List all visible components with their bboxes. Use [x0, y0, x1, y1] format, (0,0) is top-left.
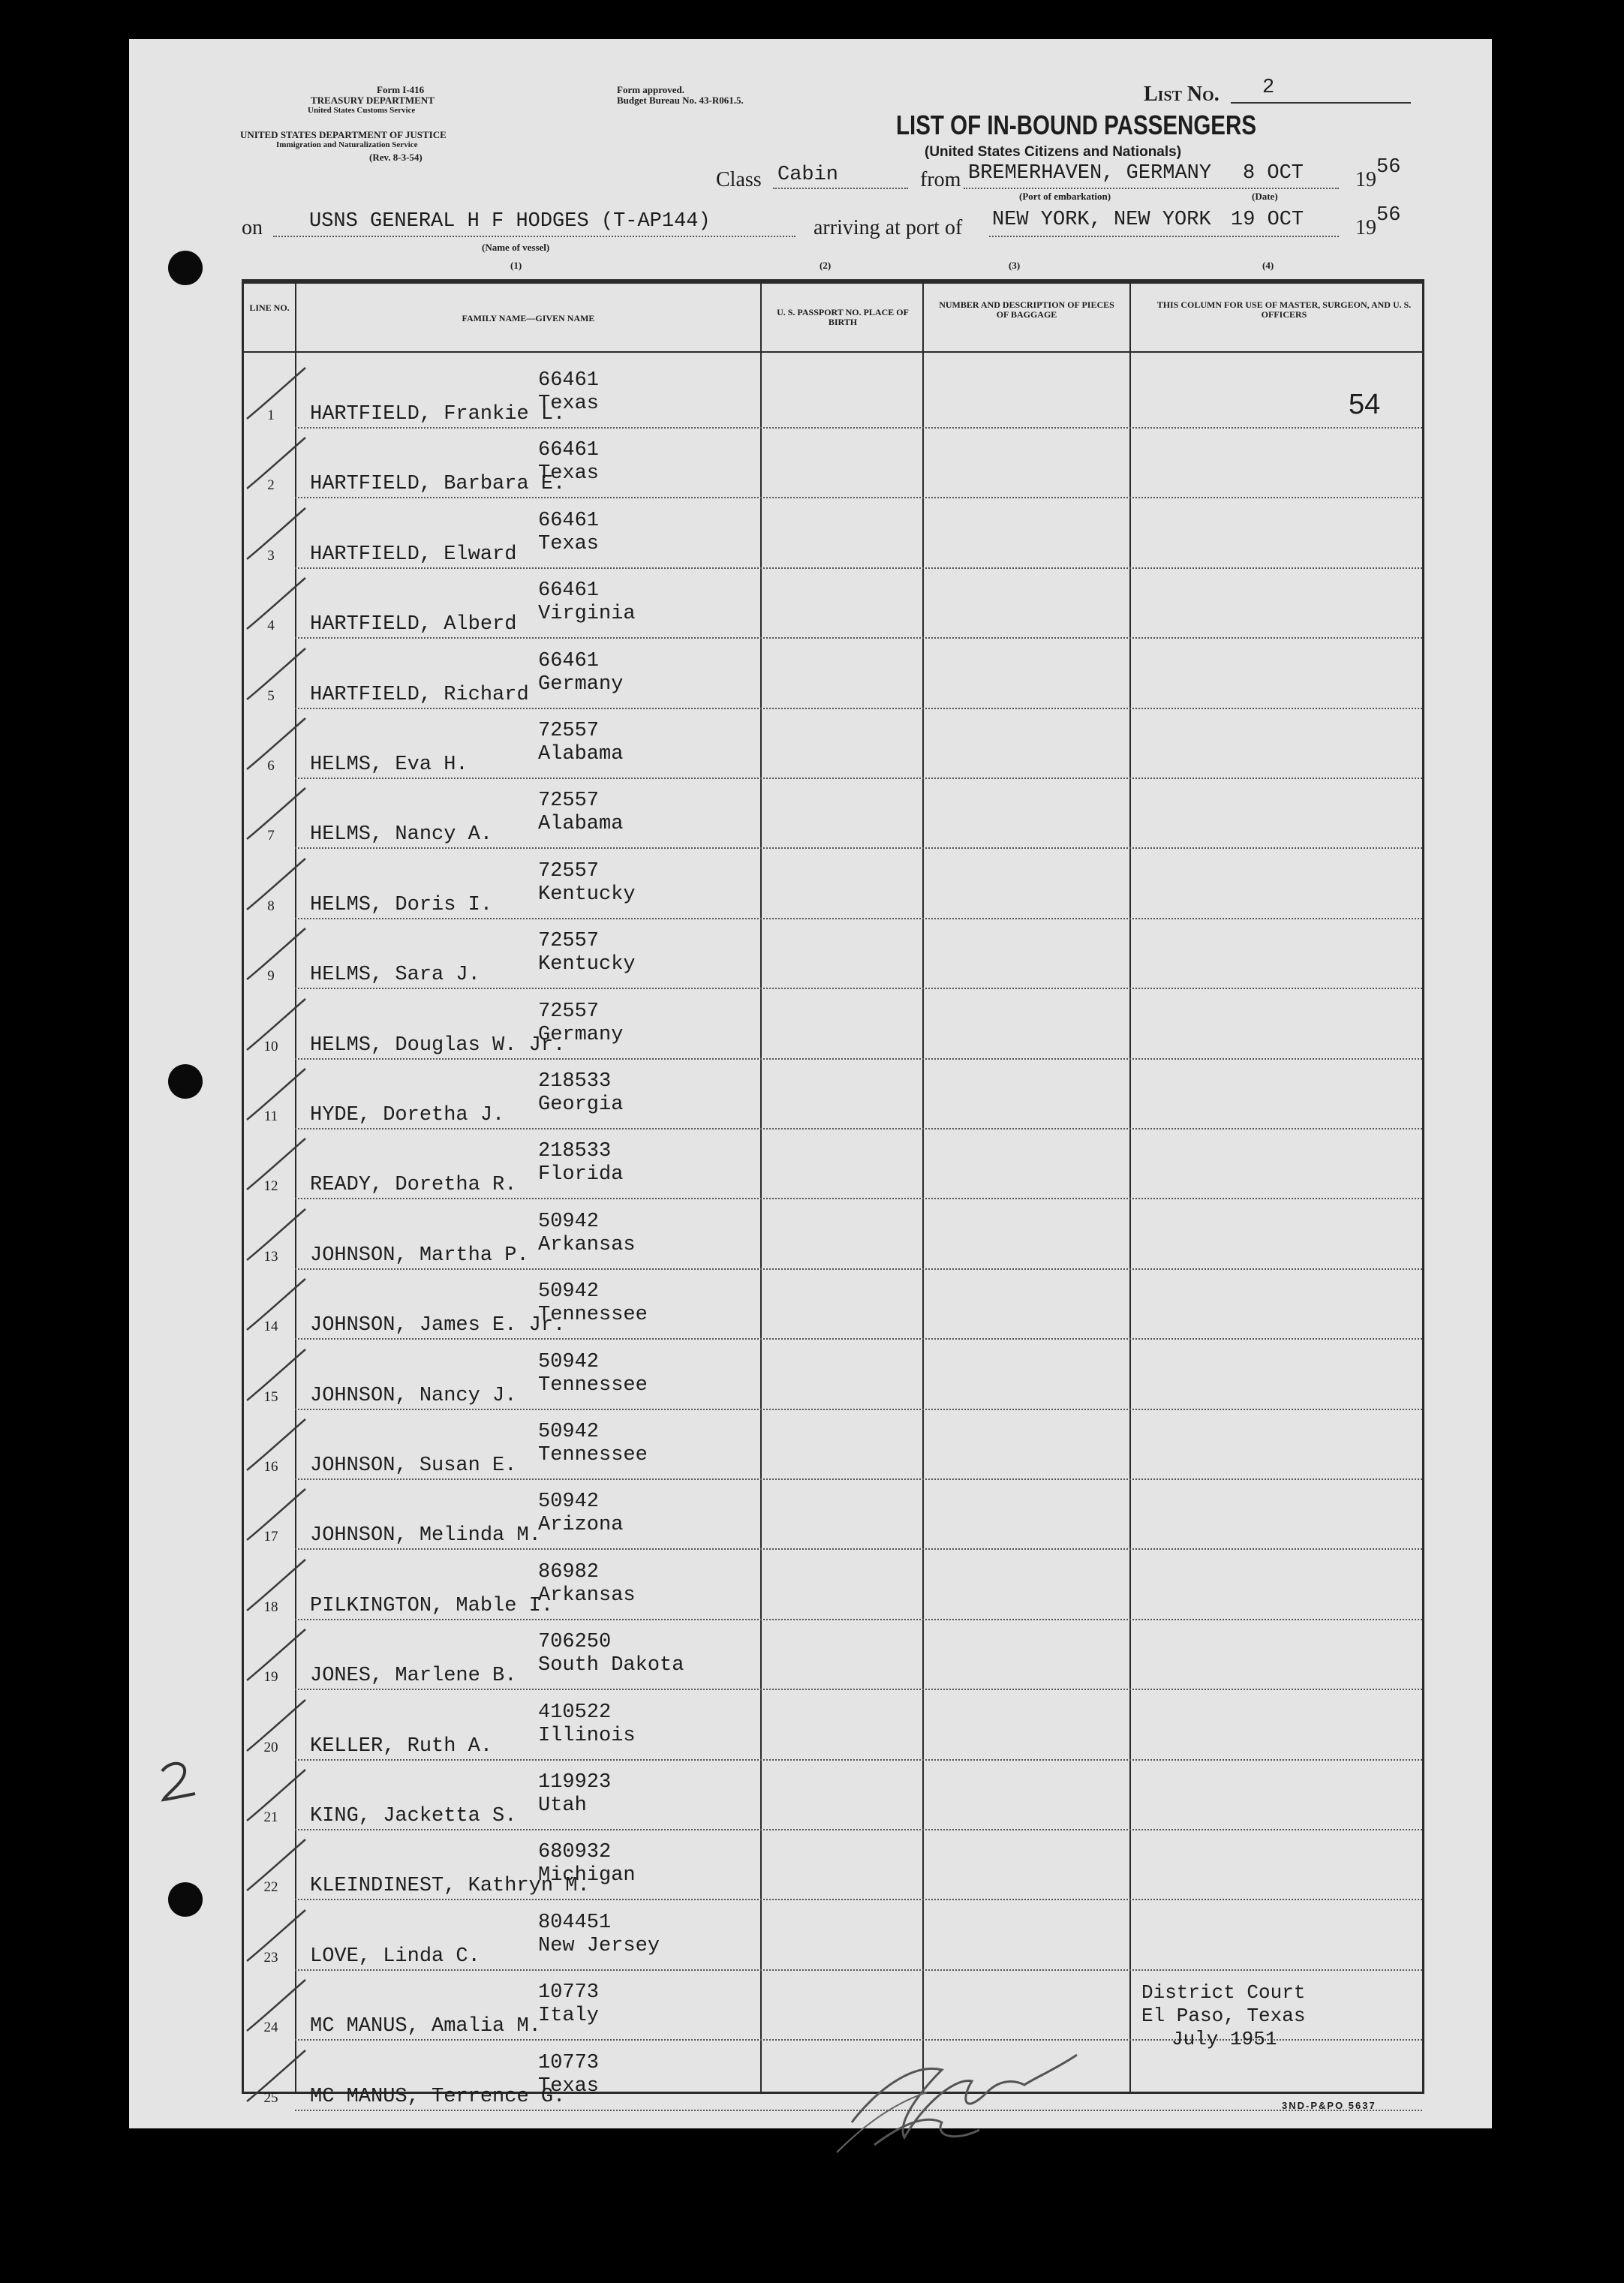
arrival-year-prefix: 19: [1355, 216, 1376, 239]
passport-cell: [538, 1070, 623, 1117]
header-line-no: LINE NO.: [249, 302, 290, 313]
ins-service: Immigration and Naturalization Service: [276, 140, 418, 149]
line-number: 10: [263, 1038, 278, 1054]
page-title: LIST OF IN-BOUND PASSENGERS: [896, 110, 1257, 140]
justice-dept: UNITED STATES DEPARTMENT OF JUSTICE: [240, 129, 447, 140]
place-of-birth: Alabama: [538, 743, 624, 766]
passenger-name: READY, Doretha R.: [310, 1174, 517, 1197]
punch-hole: [168, 251, 203, 285]
passenger-name: HARTFIELD, Frankie L.: [310, 403, 566, 426]
line-number: 18: [263, 1599, 278, 1615]
passenger-name: JOHNSON, Nancy J.: [310, 1384, 517, 1407]
officer-signature: [829, 2010, 1144, 2160]
line-number: 6: [267, 758, 275, 774]
place-of-birth: Alabama: [538, 813, 624, 836]
header-name: FAMILY NAME—GIVEN NAME: [462, 313, 595, 323]
passenger-name: KING, Jacketta S.: [310, 1805, 517, 1827]
place-of-birth: New Jersey: [538, 1934, 660, 1957]
passport-cell: [538, 439, 599, 486]
place-of-birth: Tennessee: [538, 1373, 648, 1397]
passport-number: 804451: [538, 1911, 612, 1934]
line-number: 20: [263, 1739, 278, 1755]
passenger-name: HARTFIELD, Elward: [310, 543, 517, 566]
passenger-name: KELLER, Ruth A.: [310, 1734, 493, 1758]
class-line: [773, 188, 908, 189]
passport-cell: [538, 1490, 623, 1537]
form-number: Form I-416: [377, 84, 425, 95]
table-row: [244, 990, 1422, 1060]
table-row: [244, 359, 1422, 429]
table-row: [244, 499, 1422, 569]
header-baggage: NUMBER AND DESCRIPTION OF PIECES OF BAGGAGE: [939, 299, 1114, 320]
table-row: [244, 1410, 1422, 1480]
from-year-prefix: 19: [1355, 168, 1376, 191]
margin-mark: [156, 1755, 201, 1807]
header-passport: U. S. PASSPORT NO. PLACE OF BIRTH: [777, 307, 909, 327]
line-number: 13: [263, 1248, 278, 1265]
passenger-name: JOHNSON, Susan E.: [310, 1454, 517, 1477]
line-number: 1: [267, 408, 275, 423]
table-row: [244, 1551, 1422, 1620]
passport-number: 218533: [538, 1140, 612, 1163]
passport-number: 50942: [538, 1280, 600, 1304]
table-row: [244, 1901, 1422, 1971]
passport-cell: [538, 1912, 660, 1958]
passenger-name: HELMS, Sara J.: [310, 964, 480, 987]
header-officers: THIS COLUMN FOR USE OF MASTER, SURGEON, AND U. S. OFFICERS: [1156, 299, 1412, 320]
place-of-birth: Texas: [538, 462, 600, 486]
passport-number: 680932: [538, 1841, 612, 1864]
passport-number: 86982: [538, 1560, 600, 1584]
passenger-name: LOVE, Linda C.: [310, 1945, 480, 1968]
table-row: [244, 1270, 1422, 1340]
passport-cell: [538, 930, 636, 976]
from-year: 56: [1376, 156, 1401, 179]
place-of-birth: Florida: [538, 1163, 624, 1187]
passport-number: 66461: [538, 369, 600, 392]
table-row: [244, 1480, 1422, 1550]
passport-number: 66461: [538, 649, 600, 672]
treasury-dept: TREASURY DEPARTMENT: [311, 95, 435, 106]
place-of-birth: Germany: [538, 672, 624, 696]
line-number: 11: [263, 1108, 278, 1124]
passport-number: 10773: [538, 1981, 600, 2005]
printer-code: 3ND-P&PO 5637: [1282, 2100, 1376, 2111]
passport-cell: [538, 1421, 648, 1467]
passport-cell: [538, 650, 623, 696]
place-of-birth: Texas: [538, 532, 600, 555]
passport-cell: [538, 720, 623, 766]
officer-mark: 54: [1349, 389, 1381, 420]
line-number: 5: [267, 687, 275, 704]
passenger-name: HARTFIELD, Barbara E.: [310, 473, 566, 496]
col-number-2: (2): [820, 260, 832, 271]
court-note-3: July 1951: [1171, 2028, 1277, 2050]
passport-number: 50942: [538, 1490, 600, 1514]
line-number: 8: [267, 898, 275, 914]
passenger-name: JOHNSON, Martha P.: [310, 1244, 529, 1267]
col-number-1: (1): [510, 260, 522, 271]
line-number: 23: [263, 1949, 278, 1966]
place-of-birth: Tennessee: [538, 1444, 648, 1466]
table-row: [244, 429, 1422, 498]
col-number-4: (4): [1262, 260, 1274, 271]
passport-cell: [538, 510, 599, 556]
place-of-birth: Utah: [538, 1794, 587, 1817]
passenger-name: HYDE, Doretha J.: [310, 1104, 505, 1126]
passenger-name: MC MANUS, Amalia M.: [310, 2015, 541, 2038]
table-row: [244, 919, 1422, 989]
passport-number: 72557: [538, 720, 600, 742]
place-of-birth: Arizona: [538, 1514, 624, 1537]
vessel-name: USNS GENERAL H F HODGES (T-AP144): [309, 210, 711, 233]
line-number: 2: [267, 477, 275, 494]
passport-cell: [538, 1701, 636, 1748]
from-label: from: [920, 168, 961, 191]
from-port: BREMERHAVEN, GERMANY: [968, 162, 1212, 185]
on-label: on: [242, 216, 263, 239]
passport-cell: [538, 1140, 623, 1187]
passport-cell: [538, 579, 636, 626]
form-approved: Form approved.: [617, 84, 685, 95]
passport-number: 50942: [538, 1421, 600, 1443]
vessel-line: [273, 236, 795, 237]
punch-hole: [168, 1064, 203, 1099]
line-number: 15: [263, 1388, 278, 1405]
place-of-birth: Virginia: [538, 603, 636, 626]
list-no-label: List No.: [1144, 83, 1220, 106]
line-number: 14: [263, 1319, 278, 1335]
passport-number: 72557: [538, 930, 600, 953]
passenger-manifest-sheet: [129, 39, 1492, 2128]
passport-cell: [538, 369, 599, 416]
table-row: [244, 779, 1422, 849]
passport-cell: [538, 1841, 636, 1887]
passport-number: 66461: [538, 509, 600, 532]
passenger-name: MC MANUS, Terrence G.: [310, 2085, 566, 2108]
line-number: 19: [263, 1669, 278, 1686]
vessel-caption: (Name of vessel): [482, 242, 550, 253]
passenger-name: JONES, Marlene B.: [310, 1665, 517, 1688]
place-of-birth: Germany: [538, 1023, 624, 1046]
place-of-birth: Arkansas: [538, 1233, 636, 1256]
passport-number: 72557: [538, 1000, 600, 1023]
table-row: [244, 1761, 1422, 1830]
table-row: [244, 569, 1422, 639]
place-of-birth: Georgia: [538, 1093, 624, 1116]
table-row: [244, 709, 1422, 779]
place-of-birth: Tennessee: [538, 1304, 648, 1327]
line-number: 3: [267, 547, 275, 564]
passport-cell: [538, 790, 623, 836]
passenger-name: PILKINGTON, Mable I.: [310, 1594, 554, 1617]
passport-cell: [538, 1981, 599, 2028]
passport-number: 66461: [538, 439, 600, 462]
from-date: 8 OCT: [1243, 162, 1304, 185]
passenger-name: HELMS, Nancy A.: [310, 823, 493, 847]
port-embarkation-caption: (Port of embarkation): [1019, 191, 1111, 202]
page-subtitle: (United States Citizens and Nationals): [925, 144, 1182, 160]
passport-cell: [538, 1280, 648, 1327]
passenger-name: HELMS, Doris I.: [310, 893, 493, 916]
place-of-birth: South Dakota: [538, 1654, 684, 1677]
line-number: 21: [263, 1809, 278, 1825]
court-note-2: El Paso, Texas: [1141, 2005, 1306, 2027]
passport-cell: [538, 1771, 611, 1818]
customs-service: United States Customs Service: [308, 106, 416, 115]
table-row: [244, 1129, 1422, 1199]
line-number: 25: [263, 2089, 278, 2106]
court-note-1: District Court: [1141, 1981, 1306, 2004]
passport-number: 66461: [538, 579, 600, 603]
passport-number: 50942: [538, 1210, 600, 1233]
passport-cell: [538, 1351, 648, 1397]
place-of-birth: Arkansas: [538, 1584, 636, 1607]
line-number: 12: [263, 1178, 278, 1195]
budget-bureau: Budget Bureau No. 43-R061.5.: [617, 95, 744, 106]
class-value: Cabin: [777, 164, 839, 186]
passenger-name: HELMS, Eva H.: [310, 753, 468, 776]
passport-number: 72557: [538, 859, 600, 883]
table-row: [244, 1060, 1422, 1129]
table-row: [244, 639, 1422, 709]
table-row: [244, 1200, 1422, 1270]
date-caption: (Date): [1252, 191, 1278, 202]
passport-cell: [538, 860, 636, 907]
passport-number: 119923: [538, 1771, 612, 1794]
line-number: 24: [263, 2020, 278, 2036]
passenger-name: HELMS, Douglas W. Jr.: [310, 1033, 566, 1057]
table-row: [244, 1340, 1422, 1410]
table-row: [244, 1691, 1422, 1761]
passport-number: 10773: [538, 2051, 600, 2074]
place-of-birth: Michigan: [538, 1864, 636, 1887]
form-revision: (Rev. 8-3-54): [369, 152, 423, 163]
passport-cell: [538, 1631, 684, 1677]
passport-cell: [538, 2052, 599, 2098]
place-of-birth: Kentucky: [538, 883, 636, 906]
passport-cell: [538, 1000, 623, 1047]
passport-cell: [538, 1561, 636, 1608]
list-no-value: 2: [1262, 77, 1275, 99]
line-number: 17: [263, 1529, 278, 1545]
line-number: 16: [263, 1459, 278, 1475]
place-of-birth: Italy: [538, 2005, 600, 2028]
line-number: 9: [267, 968, 275, 985]
arrival-line: [989, 236, 1339, 237]
arrival-year: 56: [1376, 204, 1401, 227]
passenger-name: HARTFIELD, Alberd: [310, 613, 517, 636]
place-of-birth: Texas: [538, 393, 600, 415]
passport-number: 50942: [538, 1350, 600, 1373]
arriving-label: arriving at port of: [814, 216, 963, 239]
passenger-name: JOHNSON, James E. Jr.: [310, 1314, 566, 1337]
table-row: [244, 1620, 1422, 1690]
passport-number: 410522: [538, 1701, 612, 1724]
passenger-name: JOHNSON, Melinda M.: [310, 1524, 541, 1548]
line-number: 4: [267, 618, 275, 634]
passport-number: 72557: [538, 790, 600, 813]
arrival-port: NEW YORK, NEW YORK: [992, 209, 1211, 231]
col-number-3: (3): [1009, 260, 1021, 271]
passenger-name: KLEINDINEST, Kathryn M.: [310, 1875, 590, 1898]
place-of-birth: Texas: [538, 2074, 600, 2098]
line-number: 22: [263, 1879, 278, 1896]
punch-hole: [168, 1882, 203, 1917]
place-of-birth: Illinois: [538, 1724, 636, 1747]
passport-number: 706250: [538, 1631, 612, 1654]
list-no-line: [1231, 102, 1411, 104]
from-line: [964, 188, 1339, 189]
passenger-name: HARTFIELD, Richard: [310, 683, 529, 706]
line-number: 7: [267, 828, 275, 844]
header-divider: [244, 351, 1422, 353]
passport-number: 218533: [538, 1070, 612, 1093]
place-of-birth: Kentucky: [538, 953, 636, 976]
arrival-date: 19 OCT: [1231, 209, 1304, 231]
table-row: [244, 1830, 1422, 1900]
class-label: Class: [716, 168, 762, 191]
table-row: [244, 850, 1422, 919]
passport-cell: [538, 1211, 636, 1257]
